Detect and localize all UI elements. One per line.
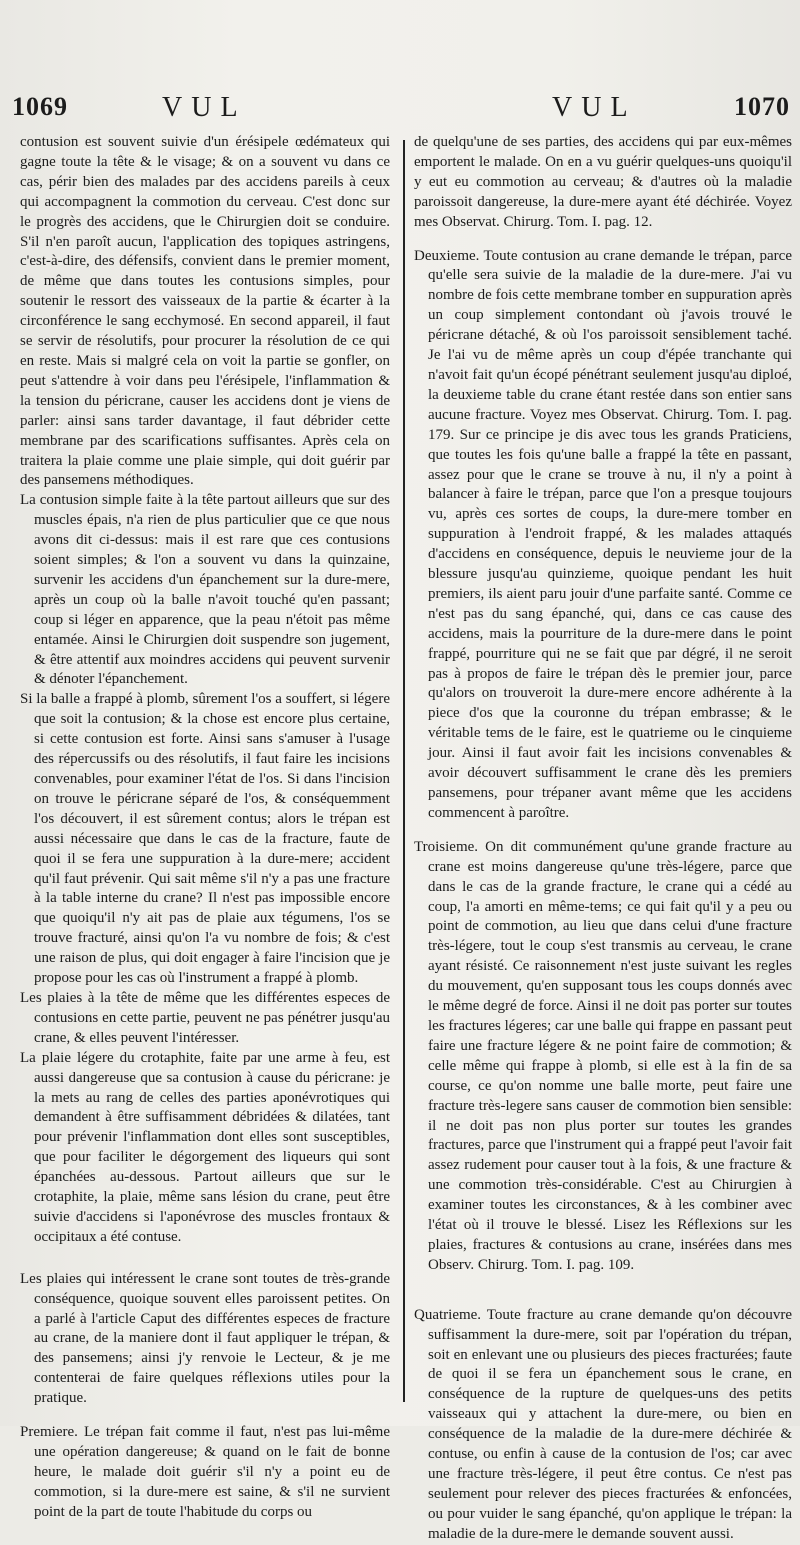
paragraph: La plaie légere du crotaphite, faite par une arme à feu, est aussi dangereuse que sa contusion à cause du péricrane: je la mets au rang de celles des parties aponévrotiques qui demandent à être suffisamment débridées & dilatées, tant pour prévenir l'inflammation dont elles sont susceptibles, que pour faciliter le dégorgement des liqueurs qui sont épanchées au-dessous. Partout ailleurs que sur le crotaphite, la plaie, même sans lésion du crane, peut être suivie d'accidens si l'aponévrose des muscles frontaux & occipitaux a été contuse. bbox=[20, 1049, 390, 1245]
paragraph: Les plaies qui intéressent le crane sont toutes de très-grande conséquence, quoique souvent elles paroissent petites. On a parlé à l'article Caput des différentes especes de fracture au crane, de la maniere dont il faut appliquer le trépan, & des pansemens; ainsi j'y renvoie le Lecteur, & je me contenterai de faire quelques réflexions utiles pour la pratique. bbox=[20, 1270, 390, 1407]
running-head-right: VUL bbox=[552, 92, 637, 123]
paragraph: La contusion simple faite à la tête partout ailleurs que sur des muscles épais, n'a rien de plus particulier que ce que nous avons dit ci-dessus: mais il est rare que ces contusions soient simples; & l'on a souvent vu dans la quinzaine, survenir les accidens d'un épanchement sur la dure-mere, après un coup où la balle n'avoit touché qu'en passant; coup si léger en apparence, que la peau n'étoit pas même entamée. Ainsi le Chirurgien doit suspendre son jugement, & être attentif aux moindres accidens qui peuvent survenir & dénoter l'épanchement. bbox=[20, 492, 390, 688]
paragraph: contusion est souvent suivie d'un érésipele œdémateux qui gagne toute la tête & le visage; & on a souvent vu dans ce cas, périr bien des malades par des accidens pareils à ceux qui accompagnent la commotion du cerveau. C'est donc sur le progrès des accidens, que le Chirurgien doit se conduire. S'il n'en paroît aucun, l'application des topiques astringens, c'est-à-dire, des défensifs, convient dans le premier moment, de même que dans toutes les contusions simples, pour soutenir le ressort des vaisseaux de la partie & écarter à la circonférence le sang ecchymosé. En second appareil, il faut se servir de résolutifs, pour procurer la résolution de ce qui en reste. Mais si malgré cela on voit la partie se gonfler, on peut s'attendre à voir dans peu l'érésipele, l'inflammation & la tension du péricrane, causer les accidens dont je viens de parler: ainsi sans tarder davantage, il faut débrider cette membrane par des scarifications suffisantes. Après cela on traitera la plaie comme une plaie simple, qui doit guérir par des pansemens méthodiques. bbox=[20, 134, 390, 489]
left-column bbox=[20, 133, 390, 1520]
paragraph: Les plaies à la tête de même que les différentes especes de contusions en cette partie, peuvent ne pas pénétrer jusqu'au crane, & elles peuvent l'intéresser. bbox=[20, 989, 390, 1046]
paragraph: Quatrieme. Toute fracture au crane demande qu'on découvre suffisamment la dure-mere, soit par l'opération du trépan, soit en enlevant une ou plusieurs des pieces fracturées; faute de quoi il se fera un épanchement sous le crane, en conséquence de la rupture de quelques-uns des petits vaisseaux qui y attachent la dure-mere, ou bien en conséquence de la maladie de la dure-mere déchirée & contuse, ou enfin à cause de la contusion de l'os; car avec une fracture très-légere, il peut être contus. Ce n'est pas seulement pour relever des pieces fracturées & enfoncées, ou pour vuider le sang épanché, qu'on applique le trépan: la maladie de la dure-mere le demande souvent aussi. bbox=[414, 1306, 792, 1542]
paragraph: Premiere. Le trépan fait comme il faut, n'est pas lui-même une opération dangereuse; & quand on le fait de bonne heure, le malade doit guérir s'il n'y a point eu de commotion, si la dure-mere est saine, & s'il ne survient point de la part de toute l'habitude du corps ou bbox=[20, 1424, 390, 1520]
column-divider bbox=[403, 140, 405, 1402]
page-header bbox=[12, 92, 790, 132]
page-number-right: 1070 bbox=[734, 92, 790, 121]
right-column bbox=[414, 133, 792, 1542]
paragraph: de quelqu'une de ses parties, des accidens qui par eux-mêmes emportent le malade. On en a vu guérir quelques-uns quoiqu'il y eut eu commotion au cerveau; & d'autres où la maladie paroissoit dangereuse, la dure-mere ayant été déchirée. Voyez mes Observat. Chirurg. Tom. I. pag. 12. bbox=[414, 134, 792, 230]
page-number-left: 1069 bbox=[12, 92, 68, 121]
running-head-left: VUL bbox=[162, 92, 247, 123]
paragraph: Deuxieme. Toute contusion au crane demande le trépan, parce qu'elle sera suivie de la maladie de la dure-mere. J'ai vu nombre de fois cette membrane tomber en suppuration après un coup simplement contondant où j'avois trouvé le péricrane détaché, & où l'os paroissoit sensiblement taché. Je l'ai vu de même après un coup d'épée tranchante qui n'avoit fait qu'un écopé pénétrant seulement jusqu'au diploé, la deuxieme table du crane étant restée dans son entier sans aucune fracture. Voyez mes Observat. Chirurg. Tom. I. pag. 179. Sur ce principe je dis avec tous les grands Praticiens, que toutes les fois qu'une balle a frappé la tête en passant, assez pour que le crane se trouve à nu, il n'y a point à balancer à faire le trépan, parce que l'on a presque toujours vu, après ces sortes de coups, la dure-mere tomber en suppuration à l'endroit frappé, & les malades attaqués d'accidens en conséquence, depuis le neuvieme jour de la blessure jusqu'au quinzieme, quoique pendant les huit premiers, ils aient paru jouir d'une parfaite santé. Comme ce n'est pas du sang épanché, qui, dans ce cas cause des accidens, mais la pourriture de la dure-mere dans le point frappé, pourriture qui ne se fait que par dégré, il ne seroit pas à propos de faire le trépan dès le premier jour, parce qu'alors on trouveroit la dure-mere encore adhérente à la piece d'os que la couronne du trépan embrasse; & le véritable tems de le faire, est le quatrieme ou le cinquieme jour. Ainsi il faut avoir fait les incisions convenables & avoir découvert suffisamment le crane dès les premiers pansemens, pour trépaner avant même que les accidens commencent à paroître. bbox=[414, 247, 792, 821]
paragraph: Si la balle a frappé à plomb, sûrement l'os a souffert, si légere que soit la contusion; & la chose est encore plus certaine, si cette contusion est forte. Ainsi sans s'amuser à l'usage des répercussifs ou des résolutifs, il faut faire les incisions convenables, pour examiner l'état de l'os. Si dans l'incision on trouve le péricrane séparé de l'os, & conséquemment l'os découvert, il est sûrement contus; alors le trépan est aussi nécessaire que dans le cas de la fracture, faute de quoi il se fera une suppuration à la dure-mere; accident qu'il faut prévenir. Qui sait même s'il n'y a pas une fracture à la table interne du crane? Il n'est pas impossible encore que quoiqu'il n'y ait pas de plaie aux tégumens, l'os se trouve fracturé, ainsi qu'on l'a vu nombre de fois; & c'est une raison de plus, qui doit engager à faire l'incision que je propose pour les cas où l'instrument a frappé à plomb. bbox=[20, 691, 390, 987]
paragraph: Troisieme. On dit communément qu'une grande fracture au crane est moins dangereuse qu'une très-légere, parce que dans le cas de la grande fracture, le crane qui a cédé au coup, l'a amorti en même-tems; ce qui fait qu'il y a peu ou point de commotion, au lieu que dans celui d'une fracture très-légere, tout le coup s'est transmis au cerveau, le crane ayant résisté. Ce raisonnement n'est juste suivant les regles du mouvement, qu'en supposant tous les coups donnés avec le même degré de force. Ainsi il ne doit pas porter sur toutes les fractures légeres; car une balle qui frappe en passant peut faire une fracture légere & ne point faire de commotion; & celle même qui frappe à plomb, si elle est à la fin de sa course, ce qu'on nomme une balle morte, peut faire une fracture très-legere sans causer de commotion bien sensible: il ne doit pas non plus porter sur toutes les grandes fractures, parce que l'instrument qui a frappé peut l'avoir fait assez rudement pour causer tout à la fois, & une fracture & une commotion très-considérable. C'est au Chirurgien à examiner toutes les circonstances, & à les combiner avec l'état où il trouve le blessé. Lisez les Réflexions sur les plaies, fractures & contusions au crane, insérées dans mes Observ. Chirurg. Tom. I. pag. 109. bbox=[414, 838, 792, 1273]
